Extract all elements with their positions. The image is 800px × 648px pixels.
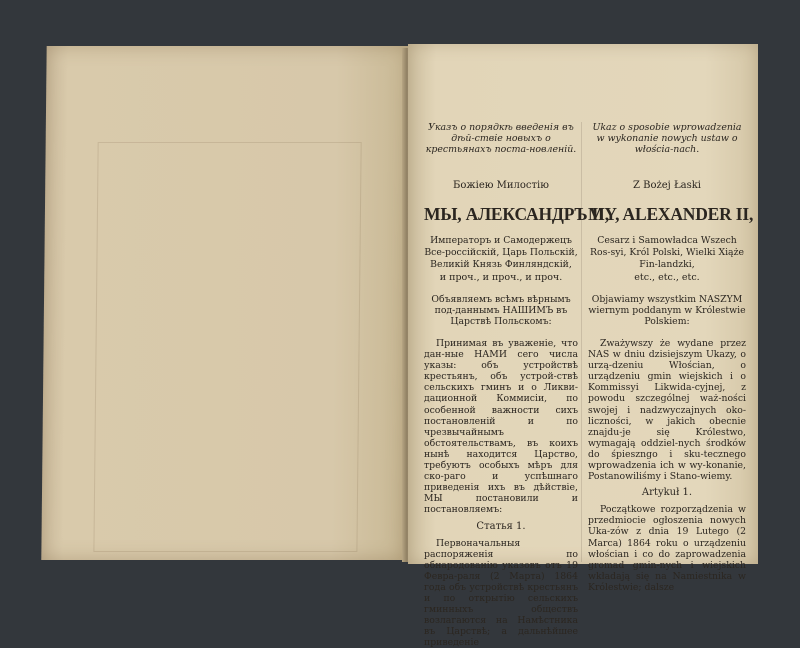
column-divider — [581, 122, 582, 562]
russian-preamble: Принимая въ уваженіе, что дан-ные НАМИ сего числа указы: объ устройствѣ крестьянъ, объ устрой-ствѣ сельскихъ гминъ и о Ликви-дационной Коммисіи, по особенной важности сихъ постановленій и по чрезвычайнымъ обстоятельствамъ, въ коихъ нынѣ находится Царство, требуютъ особыхъ мѣръ для ско-раго и успѣшнаго приведенія ихъ въ дѣйствіе, МЫ постановили и постановляемъ: — [424, 338, 578, 516]
russian-by-grace: Божіею Милостію — [424, 180, 578, 192]
polish-titles: Cesarz i Samowładca Wszech Ros-syi, Król Polski, Wielki Xiąże Fin-landzki, — [588, 235, 746, 271]
russian-ruler-title: МЫ, АЛЕКСАНДРЪ II, — [424, 204, 578, 224]
russian-article-heading: Статья 1. — [424, 521, 578, 534]
left-page-show-through — [93, 142, 361, 552]
polish-article-heading: Artykuł 1. — [588, 487, 746, 500]
open-book — [38, 44, 760, 562]
russian-etc: и проч., и проч., и проч. — [424, 272, 578, 284]
russian-declaration: Объявляемъ всѣмъ вѣрнымъ под-даннымъ НАШИМЪ въ Царствѣ Польскомъ: — [424, 294, 578, 327]
russian-article-text: Первоначальныя распоряженія по обнародованію указовъ отъ 19 Февра-раля (2 Марта) 1864 года объ устройствѣ крестьянъ и по открытію сельскихъ гминныхъ обществъ возлагаются на Намѣстника въ Царствѣ; а дальнѣйшее приведеніе — [424, 538, 578, 648]
polish-by-grace: Z Bożej Łaski — [588, 180, 746, 192]
polish-etc: etc., etc., etc. — [588, 272, 746, 284]
polish-column — [588, 122, 746, 593]
polish-article-text: Początkowe rozporządzenia w przedmiocie ogłoszenia nowych Uka-zów z dnia 19 Lutego (2 Marca) 1864 roku o urządzeniu włościan i co do zaprowadzenia gromad gmin-nych i wiejskich wkładają się na Namiestnika w Królestwie; dalsze — [588, 504, 746, 593]
left-page-blank — [41, 46, 408, 560]
russian-column — [424, 122, 578, 648]
russian-titles: Императоръ и Самодержецъ Все-россійскій, Царь Польскій, Великій Князь Финляндскій, — [424, 235, 578, 271]
russian-header: Указъ о порядкѣ введенія въ дѣй-ствіе новыхъ о крестьянахъ поста-новленій. — [424, 122, 578, 174]
right-page — [408, 44, 758, 564]
polish-header: Ukaz o sposobie wprowadzenia w wykonanie nowych ustaw o włościa-nach. — [588, 122, 746, 174]
polish-ruler-title: MY, ALEXANDER II, — [588, 204, 746, 224]
polish-declaration: Objawiamy wszystkim NASZYM wiernym poddanym w Królestwie Polskiem: — [588, 294, 746, 327]
polish-preamble: Zważywszy że wydane przez NAS w dniu dzisiejszym Ukazy, o urzą-dzeniu Włościan, o urządzeniu gmin wiejskich i o Kommissyi Likwida-cyjnej, z powodu szczególnej waż-ności swojej i nadzwyczajnych oko-liczności, w jakich obecnie znajdu-je się Królestwo, wymagają oddziel-nych środków do śpieszngo i sku-tecznego wprowadzenia ich w wy-konanie, Postanowiliśmy i Stano-wiemy. — [588, 338, 746, 482]
